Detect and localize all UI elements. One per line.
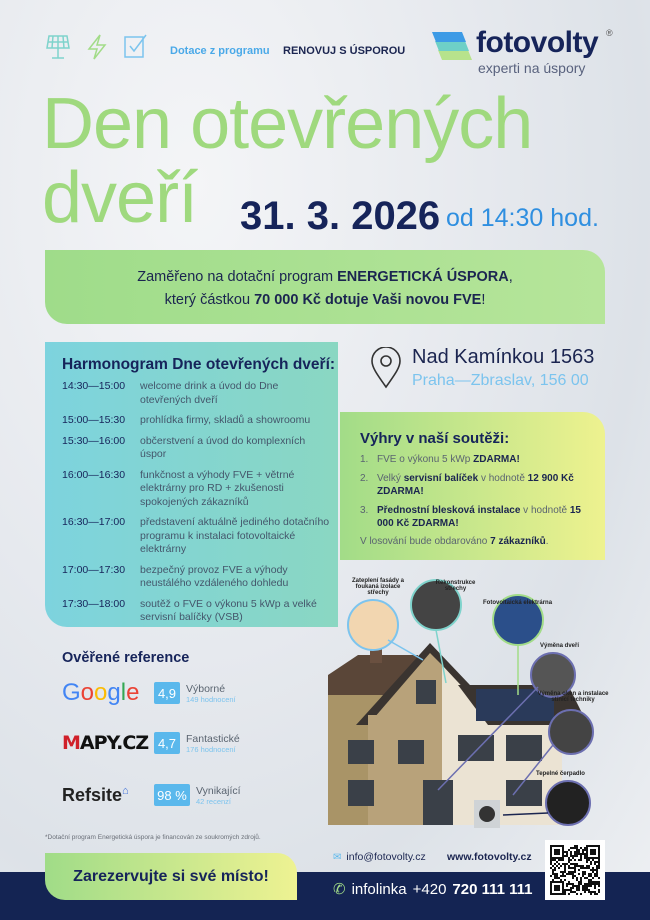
google-logo-letter: l	[120, 679, 127, 706]
prizes-panel	[340, 412, 605, 560]
mapy-logo-rest: APY.CZ	[79, 732, 149, 754]
prize-text: FVE o výkonu 5 kWp	[377, 454, 474, 465]
address-street: Nad Kamínkou 1563	[412, 346, 595, 368]
prize-number: 3.	[360, 505, 369, 516]
rating-score: 98 %	[154, 784, 190, 806]
label-photovoltaics: Fotovoltaická elektrárna	[483, 600, 553, 606]
program-prefix: Dotace z programu	[170, 45, 270, 57]
website-link[interactable]: www.fotovolty.cz	[447, 851, 532, 863]
address-city: Praha—Zbraslav, 156 00	[412, 372, 589, 389]
schedule-item	[62, 380, 338, 407]
rating-label: Vynikající	[196, 784, 241, 797]
prize-highlight: ZDARMA!	[473, 454, 520, 465]
header-icons	[45, 33, 149, 61]
schedule-item	[62, 414, 338, 428]
reserve-button[interactable]: Zarezervujte si své místo!	[45, 853, 297, 900]
label-door-replacement: Výměna dveří	[540, 643, 580, 649]
banner-text: Zaměřeno na dotační program	[137, 269, 338, 285]
program-banner	[45, 250, 605, 324]
prize-highlight: Přednostní blesková instalace	[377, 505, 521, 516]
banner-text: který částkou	[164, 292, 255, 308]
logo-tagline: experti na úspory	[478, 60, 586, 76]
schedule-item	[62, 435, 338, 462]
schedule-text: bezpečný provoz FVE a výhody neustálého vzdáleného dohledu	[140, 563, 289, 589]
email-link[interactable]	[333, 851, 426, 863]
reference-refsite	[62, 784, 241, 806]
email-text: info@fotovolty.cz	[346, 851, 426, 863]
logo-registered: ®	[606, 28, 613, 38]
phone-line[interactable]	[333, 880, 533, 898]
banner-text: !	[481, 292, 486, 308]
rating-label: Výborné	[186, 682, 226, 695]
house-image	[328, 575, 608, 835]
logo-name: fotovolty	[476, 26, 599, 59]
prize-highlight: servisní balíček	[403, 473, 479, 484]
label-heat-pump: Tepelné čerpadlo	[536, 771, 585, 777]
phone-prefix: +420	[412, 880, 447, 898]
prize-item	[360, 504, 605, 530]
schedule-time: 15:30—16:00	[62, 434, 126, 447]
prize-value: 15 000 Kč ZDARMA!	[377, 505, 581, 529]
refsite-brand: Refsite	[62, 784, 123, 805]
event-date: 31. 3. 2026	[240, 194, 441, 238]
prize-number: 1.	[360, 454, 369, 465]
prize-note	[360, 536, 605, 547]
references-title: Ověřené reference	[62, 650, 190, 666]
lightning-icon	[85, 33, 109, 61]
schedule-time: 14:30—15:00	[62, 380, 126, 392]
refsite-house-icon: ⌂	[122, 784, 129, 797]
prize-text: v hodnotě	[478, 473, 528, 484]
note-text: .	[545, 536, 549, 547]
schedule-time: 16:30—17:00	[62, 516, 126, 528]
google-logo-letter: e	[126, 679, 140, 706]
rating-count: 176 hodnocení	[186, 744, 236, 754]
phone-label: infolinka	[351, 880, 407, 898]
rating-score: 4,9	[154, 682, 180, 704]
phone-icon: ✆	[333, 881, 346, 898]
note-text: V losování bude obdarováno	[360, 536, 491, 547]
phone-number: 720 111 111	[452, 880, 533, 898]
program-name: RENOVUJ S ÚSPOROU	[283, 45, 406, 57]
schedule-item	[62, 516, 338, 557]
schedule-text: prohlídka firmy, skladů a showroomu	[140, 414, 311, 426]
schedule-text: welcome drink a úvod do Dne otevřených dveří	[140, 380, 279, 406]
event-title-line1: Den otevřených	[42, 84, 533, 164]
prize-value: 12 900 Kč ZDARMA!	[377, 473, 574, 497]
schedule-time: 17:30—18:00	[62, 597, 126, 610]
qr-code[interactable]	[545, 840, 605, 900]
label-facade-insulation: Zateplení fasády a foukaná izolace střechy	[351, 578, 405, 596]
prize-item	[360, 453, 605, 466]
footnote: *Dotační program Energetická úspora je financován ze soukromých zdrojů.	[45, 834, 261, 841]
banner-text: ,	[508, 269, 513, 285]
reference-mapy	[62, 732, 240, 754]
prize-text: v hodnotě	[520, 505, 570, 516]
qr-code-image	[550, 845, 600, 895]
google-logo	[62, 679, 152, 707]
schedule-item	[62, 564, 338, 591]
google-logo-letter: G	[62, 679, 81, 706]
schedule-item	[62, 598, 338, 625]
mapy-logo-letter: M	[62, 732, 80, 754]
note-count: 7 zákazníků	[490, 536, 546, 547]
solar-panel-icon	[45, 33, 71, 61]
google-logo-letter: o	[80, 679, 95, 706]
schedule-text: soutěž o FVE o výkonu 5 kWp a velké servisní balíčky (VSB)	[140, 597, 317, 623]
label-roof-reconstruction: Rekonstrukce střechy	[435, 580, 476, 592]
schedule-item	[62, 469, 338, 510]
refsite-logo	[62, 785, 152, 806]
reference-google	[62, 679, 236, 707]
prize-number: 2.	[360, 473, 369, 484]
schedule-panel	[45, 342, 338, 627]
event-time: od 14:30 hod.	[446, 204, 599, 232]
mail-icon: ✉	[333, 851, 342, 863]
rating-count: 149 hodnocení	[186, 694, 236, 704]
schedule-time: 15:00—15:30	[62, 414, 126, 426]
prize-text: Velký	[377, 473, 404, 484]
prize-item	[360, 472, 605, 498]
google-logo-letter: g	[107, 679, 121, 706]
label-window-replacement: Výměna oken a instalace stínicí techniky	[537, 691, 609, 703]
rating-score: 4,7	[154, 732, 180, 754]
checkbox-icon	[123, 33, 149, 59]
banner-program: ENERGETICKÁ ÚSPORA	[337, 269, 509, 285]
schedule-text: funkčnost a výhody FVE + větrné elektrárny pro RD + zkušenosti spokojených zákazníků	[140, 468, 295, 508]
prizes-title: Výhry v naší soutěži:	[360, 430, 510, 447]
fotovolty-logo-icon	[432, 30, 474, 64]
banner-amount: 70 000 Kč dotuje Vaši novou FVE	[254, 292, 482, 308]
schedule-text: občerstvení a úvod do komplexních úspor	[140, 434, 306, 460]
event-title-line2: dveří	[42, 158, 198, 238]
schedule-time: 16:00—16:30	[62, 468, 126, 481]
schedule-title: Harmonogram Dne otevřených dveří:	[62, 356, 336, 373]
google-logo-letter: o	[94, 679, 108, 706]
rating-count: 42 recenzí	[196, 796, 232, 806]
schedule-time: 17:00—17:30	[62, 563, 126, 576]
schedule-text: představení aktuálně jediného dotačního programu k instalaci fotovoltaické elektrárny	[140, 516, 330, 555]
mapy-logo	[62, 732, 152, 754]
house-illustration	[328, 575, 608, 835]
rating-label: Fantastické	[186, 732, 240, 745]
location-pin-icon	[370, 347, 402, 389]
